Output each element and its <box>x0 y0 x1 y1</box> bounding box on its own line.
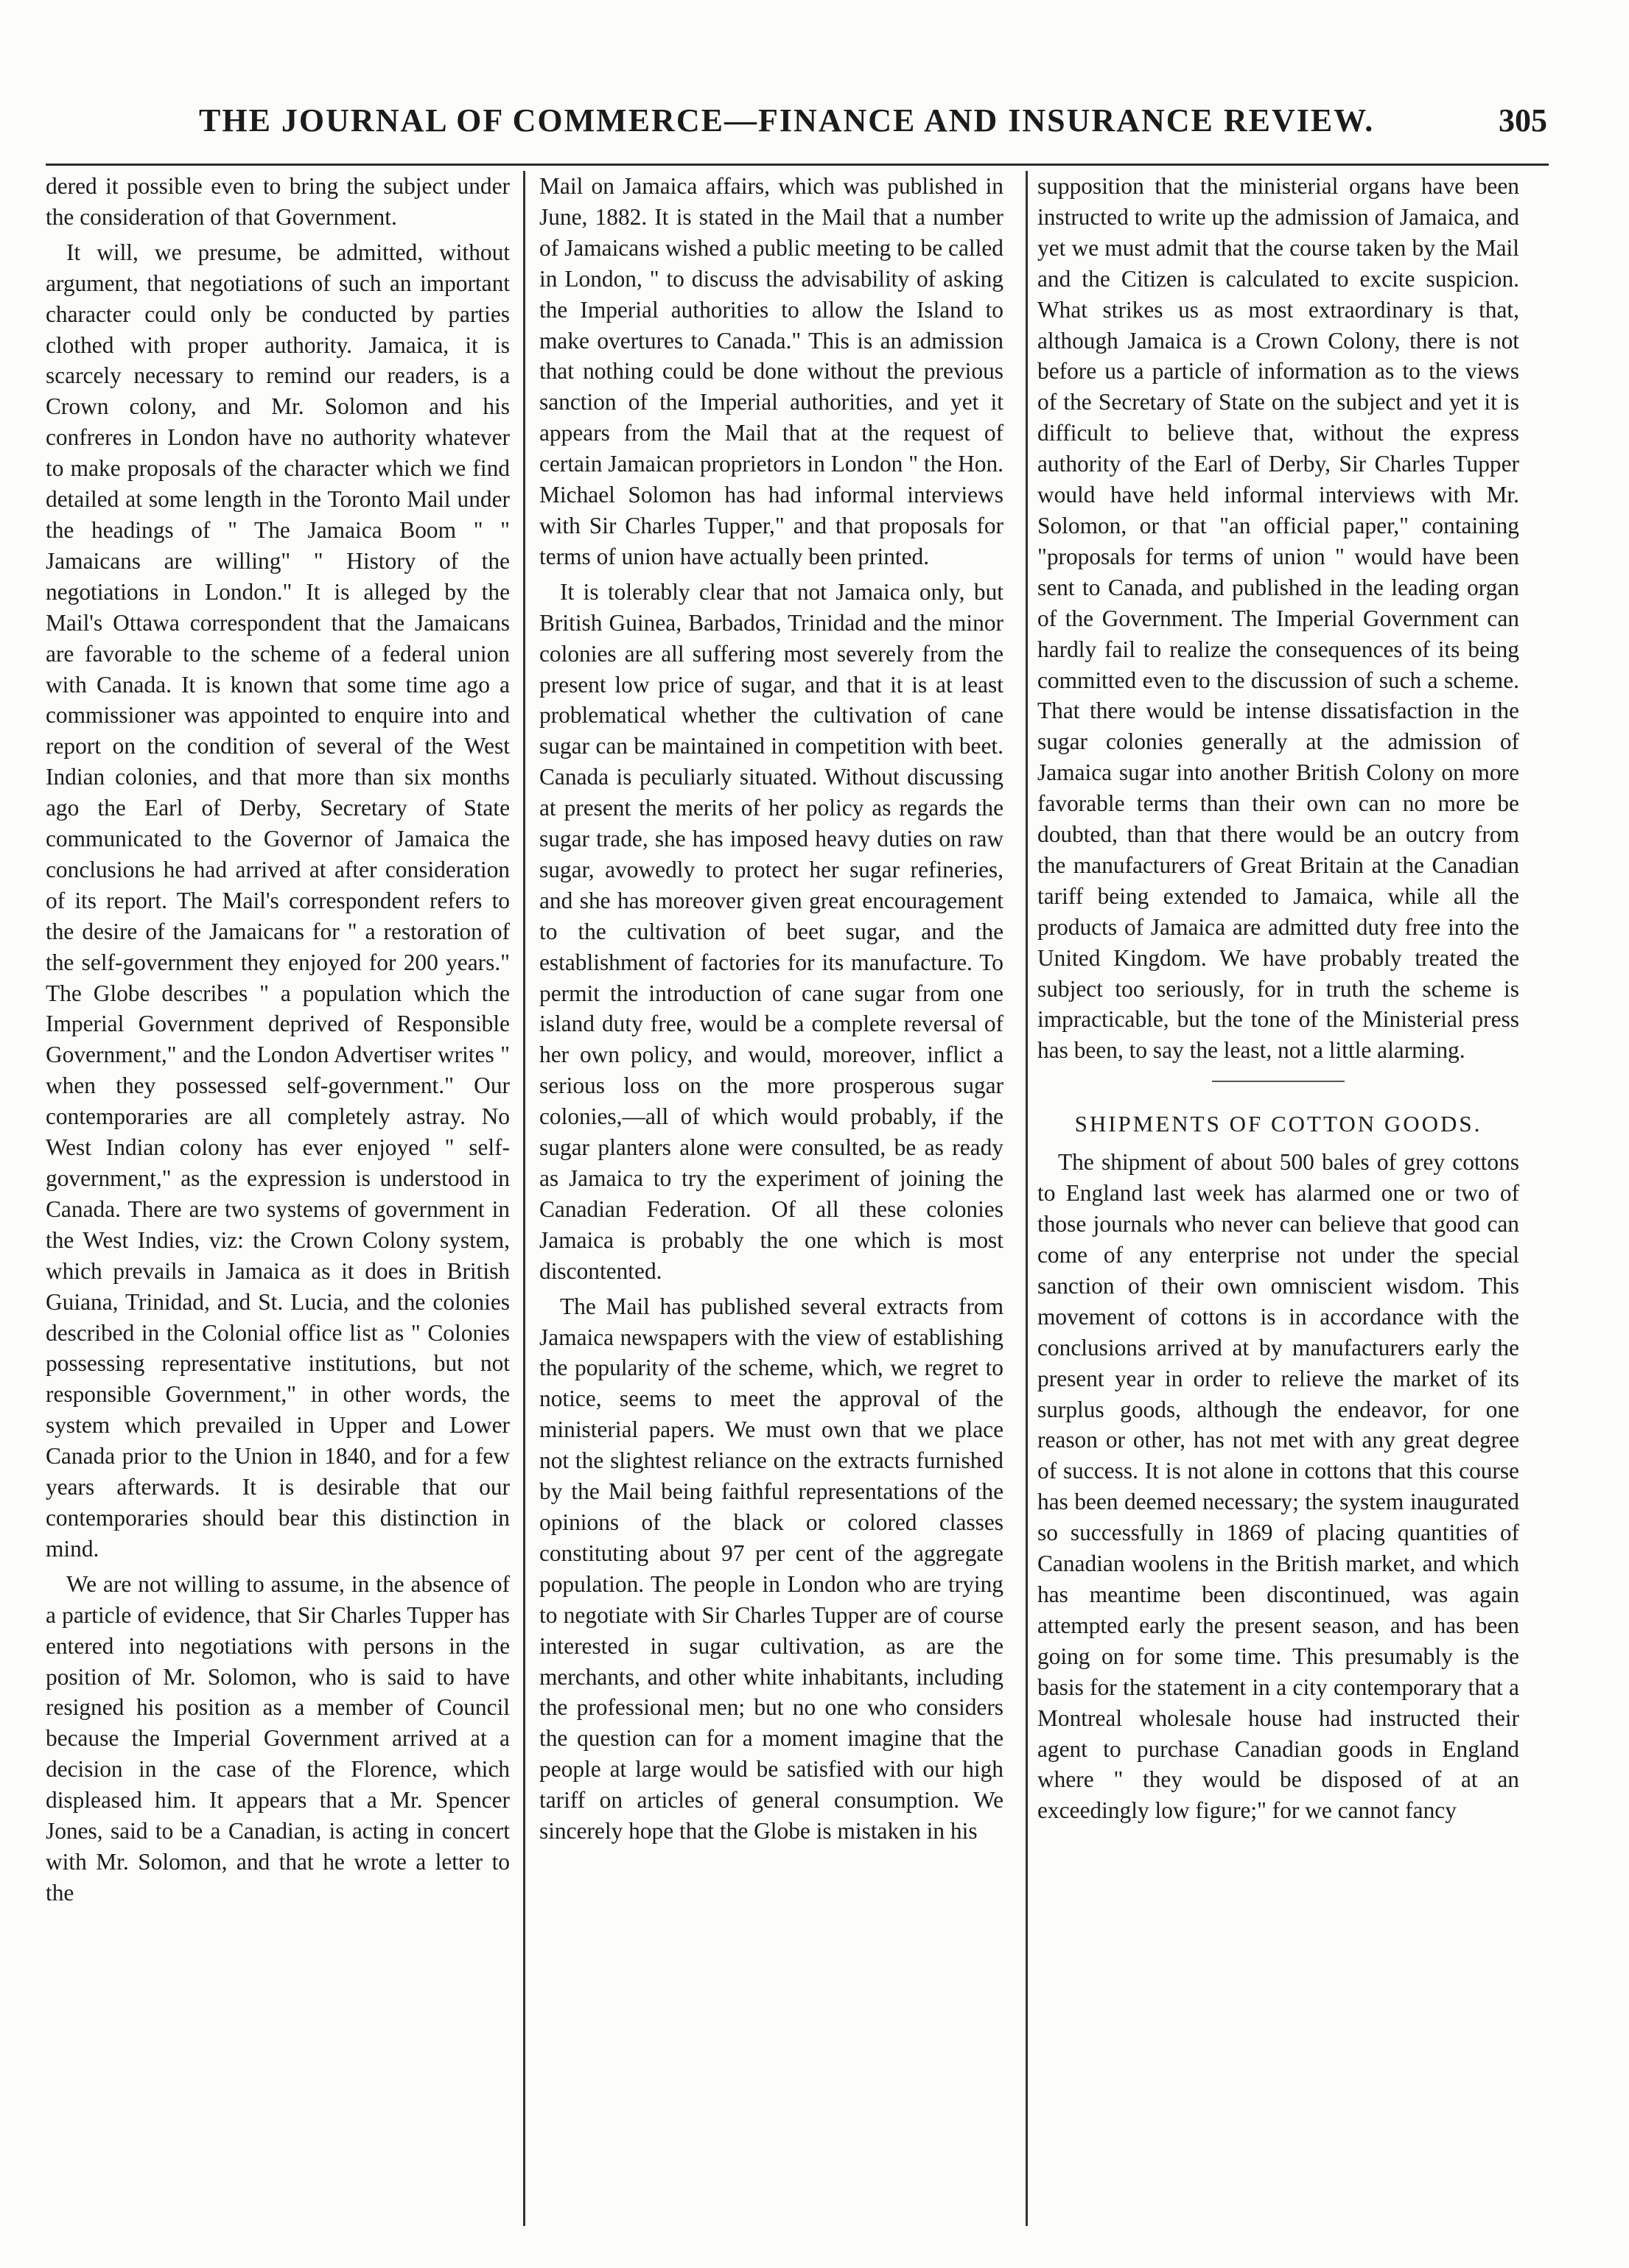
column-3 <box>1037 171 1519 2233</box>
section-divider <box>1212 1081 1345 1082</box>
paragraph: Mail on Jamaica affairs, which was published in June, 1882. It is stated in the Mail that a number of Jamaicans wished a public meeting to be called in London, " to discuss the advisability of asking the Imperial authorities to allow the Island to make overtures to Canada." This is an admission that nothing could be done without the previous sanction of the Imperial authorities, and yet it appears from the Mail that at the request of certain Jamaican proprietors in London " the Hon. Michael Solomon has had informal interviews with Sir Charles Tupper," and that proposals for terms of union have actually been printed. <box>539 173 1003 569</box>
page-header <box>199 102 1547 146</box>
journal-title: THE JOURNAL OF COMMERCE—FINANCE AND INSURANCE REVIEW. <box>199 102 1375 138</box>
paragraph: It is tolerably clear that not Jamaica only, but British Guinea, Barbados, Trinidad and the minor colonies are all suffering most severely from the present low price of sugar, and that it is at least problematical whether the cultivation of cane sugar can be maintained in competition with beet. Canada is peculiarly situated. Without discussing at present the merits of her policy as regards the sugar trade, she has imposed heavy duties on raw sugar, avowedly to protect her sugar refineries, and she has moreover given great encouragement to the cultivation of beet sugar, and the establishment of factories for its manufacture. To permit the introduction of cane sugar from one island duty free, would be a complete reversal of her own policy, and would, moreover, inflict a serious loss on the more prosperous sugar colonies,—all of which would probably, if the sugar planters alone were consulted, be as ready as Jamaica to try the experiment of joining the Canadian Federation. Of all these colonies Jamaica is probably the one which is most discontented. <box>539 578 1003 1284</box>
header-rule <box>46 164 1549 166</box>
column-divider <box>523 171 525 2226</box>
paragraph: dered it possible even to bring the subject under the consideration of that Government. <box>46 173 510 230</box>
paragraph: The shipment of about 500 bales of grey cottons to England last week has alarmed one or two of those journals who never can believe that good can come of any enterprise not under the special sanction of their own omniscient wisdom. This movement of cottons is in accordance with the conclusions arrived at by manufacturers early the present year in order to relieve the market of its surplus goods, although the endeavor, for one reason or other, has not met with any great degree of success. It is not alone in cottons that this course has been deemed necessary; the system inaugurated so successfully in 1869 of placing quantities of Canadian woolens in the British market, and which has meantime been discontinued, was again attempted early the present season, and has been going on for some time. This presumably is the basis for the statement in a city contemporary that a Montreal wholesale house had instructed their agent to purchase Canadian goods in England where " they would be disposed of at an exceedingly low figure;" for we cannot fancy <box>1037 1149 1519 1824</box>
column-divider <box>1026 171 1028 2226</box>
paragraph: It will, we presume, be admitted, without argument, that negotiations of such an important character could only be conducted by parties clothed with proper authority. Jamaica, it is scarcely necessary to remind our readers, is a Crown colony, and Mr. Solomon and his confreres in London have no authority whatever to make proposals of the character which we find detailed at some length in the Toronto Mail under the headings of " The Jamaica Boom " " Jamaicans are willing" " History of the negotiations in London." It is alleged by the Mail's Ottawa correspondent that the Jamaicans are favorable to the scheme of a federal union with Canada. It is known that some time ago a commissioner was appointed to enquire into and report on the condition of several of the West Indian colonies, and that more than six months ago the Earl of Derby, Secretary of State communicated to the Governor of Jamaica the conclusions he had arrived at after consideration of its report. The Mail's correspondent refers to the desire of the Jamaicans for " a restoration of the self-government they enjoyed for 200 years." The Globe describes " a population which the Imperial Government deprived of Responsible Government," and the London Advertiser writes " when they possessed self-government." Our contemporaries are all completely astray. No West Indian colony has ever enjoyed " self-government," as the expression is understood in Canada. There are two systems of government in the West Indies, viz: the Crown Colony system, which prevails in Jamaica as it does in British Guiana, Trinidad, and St. Lucia, and the colonies described in the Colonial office list as " Colonies possessing representative institutions, but not responsible Government," in other words, the system which prevailed in Upper and Lower Canada prior to the Union in 1840, and for a few years afterwards. It is desirable that our contemporaries should bear this distinction in mind. <box>46 239 510 1562</box>
paragraph: The Mail has published several extracts from Jamaica newspapers with the view of establishing the popularity of the scheme, which, we regret to notice, seems to meet the approval of the ministerial papers. We must own that we place not the slightest reliance on the extracts furnished by the Mail being faithful representations of the opinions of the black or colored classes constituting about 97 per cent of the aggregate population. The people in London who are trying to negotiate with Sir Charles Tupper are of course interested in sugar cultivation, as are the merchants, and other white inhabitants, including the professional men; but no one who considers the question can for a moment imagine that the people at large would be satisfied with our high tariff on articles of general consumption. We sincerely hope that the Globe is mistaken in his <box>539 1293 1003 1844</box>
paragraph: supposition that the ministerial organs have been instructed to write up the admission of Jamaica, and yet we must admit that the course taken by the Mail and the Citizen is calculated to excite suspicion. What strikes us as most extraordinary is that, although Jamaica is a Crown Colony, there is not before us a particle of information as to the views of the Secretary of State on the subject and yet it is difficult to believe that, without the express authority of the Earl of Derby, Sir Charles Tupper would have held informal interviews with Mr. Solomon, or that "an official paper," containing "proposals for terms of union " would have been sent to Canada, and published in the leading organ of the Government. The Imperial Government can hardly fail to realize the consequences of its being committed even to the discussion of such a scheme. That there would be intense dissatisfaction in the sugar colonies generally at the admission of Jamaica sugar into another British Colony on more favorable terms than their own can no more be doubted, than that there would be an outcry from the manufacturers of Great Britain at the Canadian tariff being extended to Jamaica, while all the products of Jamaica are admitted duty free into the United Kingdom. We have probably treated the subject too seriously, for in truth the scheme is impracticable, but the tone of the Ministerial press has been, to say the least, not a little alarming. <box>1037 173 1519 1064</box>
column-1 <box>46 171 510 2233</box>
column-2 <box>539 171 1003 2233</box>
paragraph: We are not willing to assume, in the absence of a particle of evidence, that Sir Charles Tupper has entered into negotiations with persons in the position of Mr. Solomon, who is said to have resigned his position as a member of Council because the Imperial Government arrived at a decision in the case of the Florence, which displeased him. It appears that a Mr. Spencer Jones, said to be a Canadian, is acting in concert with Mr. Solomon, and that he wrote a letter to the <box>46 1570 510 1906</box>
section-heading: SHIPMENTS OF COTTON GOODS. <box>1074 1111 1482 1137</box>
page-number: 305 <box>1499 102 1547 138</box>
